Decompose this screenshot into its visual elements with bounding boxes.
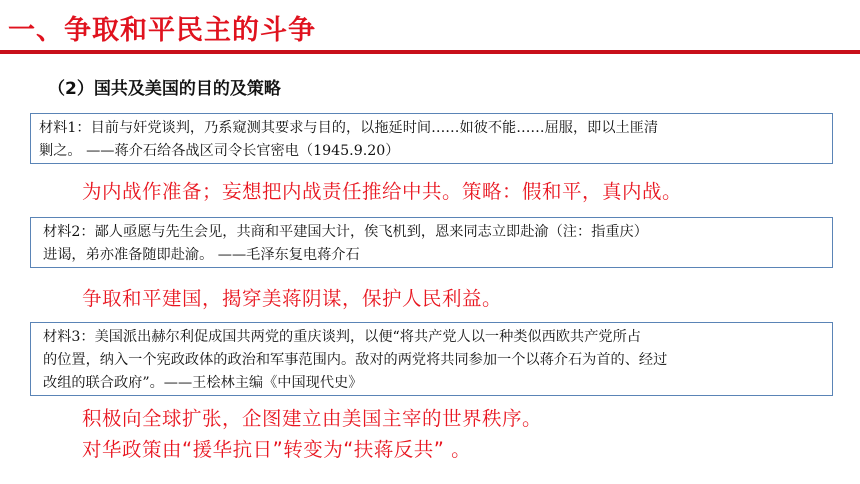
material-box-3 [30,322,833,396]
material-box-1 [30,113,833,164]
material-3-line-3: 改组的联合政府”。——王桧林主编《中国现代史》 [43,375,363,391]
material-3-line-2: 的位置，纳入一个宪政政体的政治和军事范围内。敌对的两党将共同参加一个以蒋介石为首的、经过 [43,352,668,368]
answer-3-line-1: 积极向全球扩张，企图建立由美国主宰的世界秩序。 [82,407,543,430]
title-divider [0,50,860,54]
section-subtitle: （2）国共及美国的目的及策略 [48,79,281,99]
answer-1: 为内战作准备；妄想把内战责任推给中共。策略：假和平，真内战。 [82,180,683,203]
answer-3-line-2: 对华政策由“援华抗日”转变为“扶蒋反共” 。 [82,438,472,461]
answer-2: 争取和平建国，揭穿美蒋阴谋，保护人民利益。 [82,287,503,310]
material-1-line-2: 剿之。 ——蒋介石给各战区司令长官密电（1945.9.20） [39,143,400,159]
slide-title: 一、争取和平民主的斗争 [8,15,316,46]
material-3-line-1: 材料3：美国派出赫尔利促成国共两党的重庆谈判，以便“将共产党人以一种类似西欧共产党所占 [43,329,641,345]
material-1-line-1: 材料1：目前与奸党谈判，乃系窥测其要求与目的，以拖延时间……如彼不能……屈服，即以土匪清 [39,120,659,136]
material-2-line-2: 进谒，弟亦准备随即赴渝。 ——毛泽东复电蒋介石 [43,247,360,263]
material-box-2 [30,217,833,268]
material-2-line-1: 材料2：鄙人亟愿与先生会见，共商和平建国大计，俟飞机到，恩来同志立即赴渝（注：指重庆） [43,224,648,240]
